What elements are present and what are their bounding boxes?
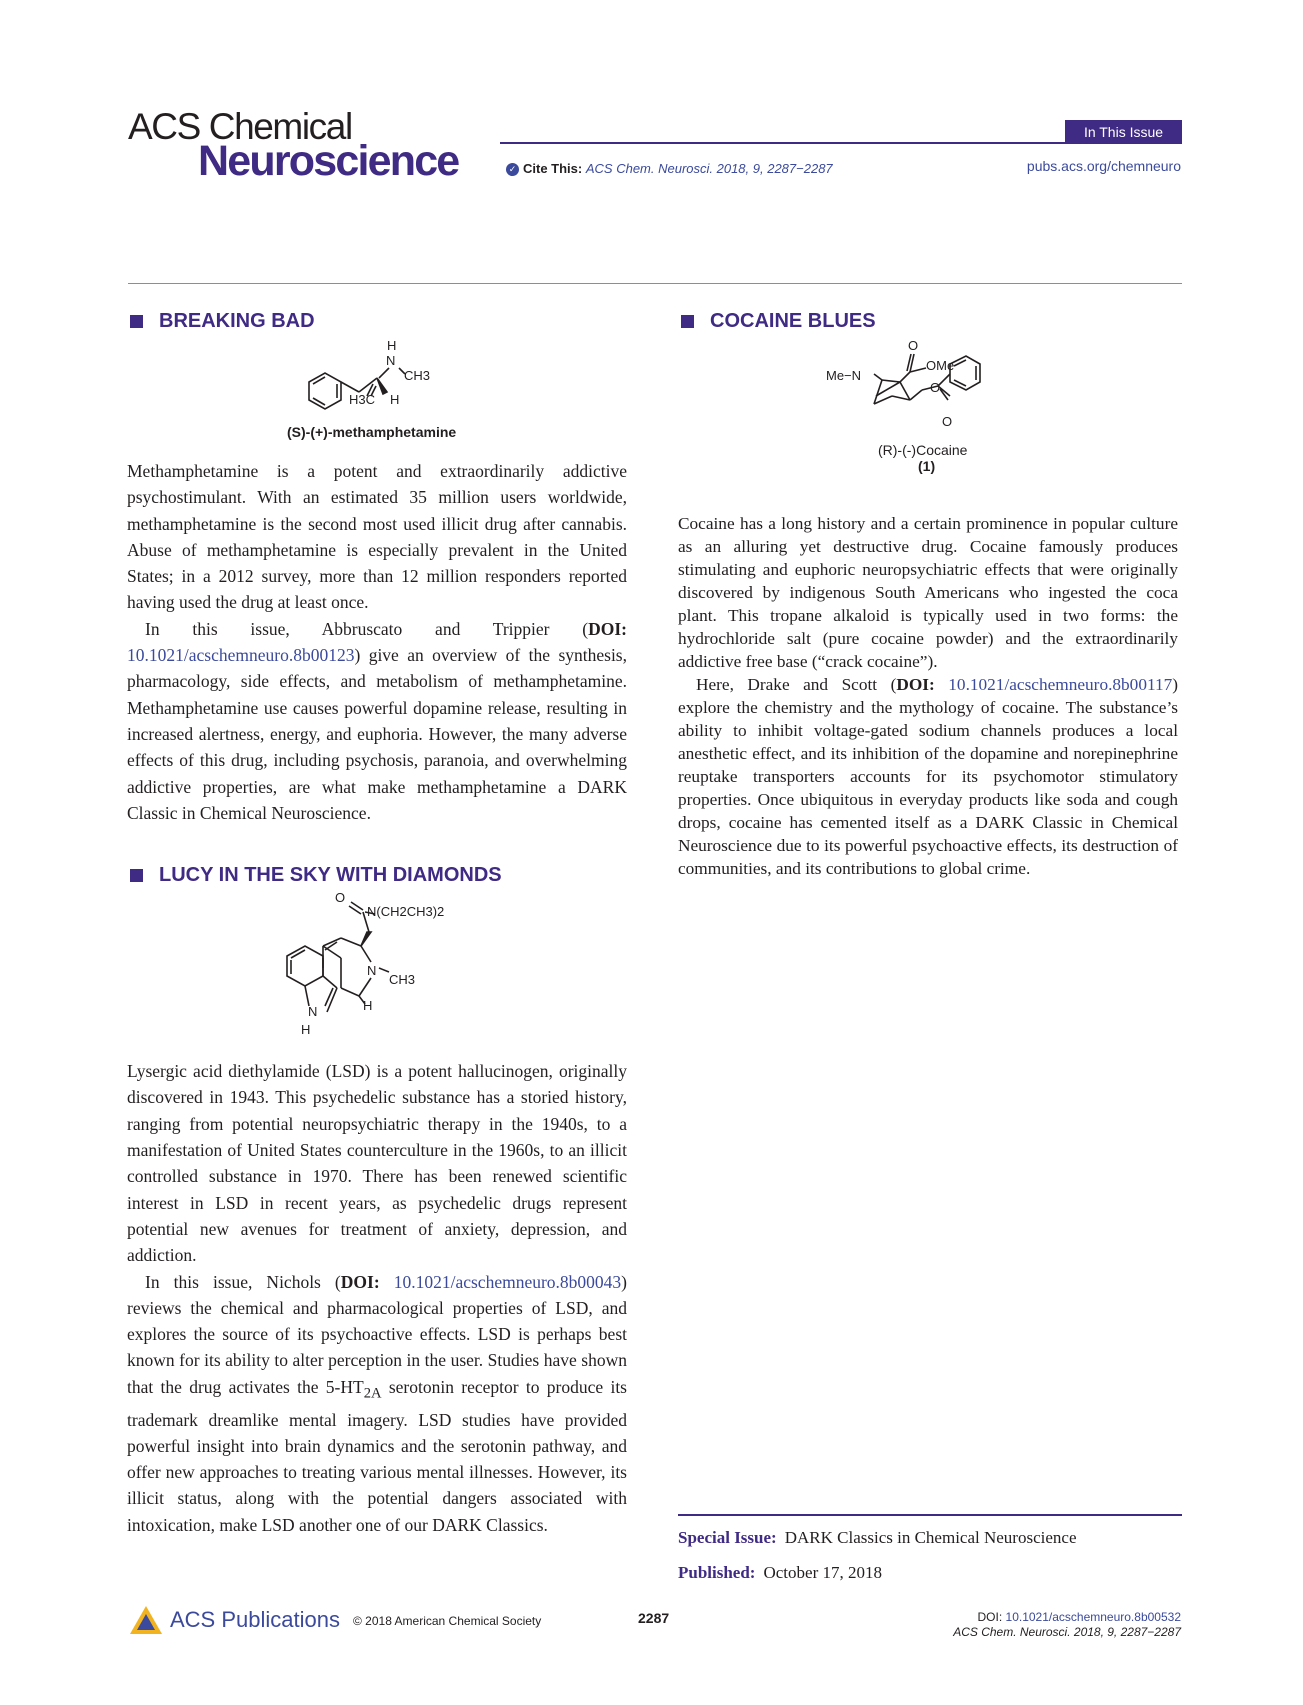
mol-atom-label: CH3 [404,368,431,383]
paragraph: In this issue, Abbruscato and Trippier (DOI: 10.1021/acschemneuro.8b00123) give an overview of the synthesis, pharmacology, side effects, and metabolism of methamphetamine. Methamphetamine use causes powerful dopamine release, resulting in increased alertness, energy, and euphoria. However, the many adverse effects of this drug, including psychosis, paranoia, and overwhelming addictive properties, are what make methamphetamine a DARK Classic in Chemical Neuroscience. [127,618,627,823]
mol-atom-label: H [387,338,397,353]
lsd-structure [127,888,627,1058]
mol-atom-label: N [386,353,396,368]
in-this-issue-badge: In This Issue [1065,120,1182,144]
mol-atom-label: N [367,963,377,979]
mol-atom-label: OMe [926,358,955,373]
paragraph: In this issue, Nichols (DOI: 10.1021/acschemneuro.8b00043) reviews the chemical and pharmacological properties of LSD, and explores the source of its psychoactive effects. LSD is perhaps best known for its ability to alter perception in the user. Studies have shown that the drug activates the $5-HT_{2A}$ serotonin receptor to produce its trademark dreamlike mental imagery. LSD studies have provided powerful insight into brain dynamics and the serotonin pathway, and offer new approaches to treating various mental illnesses. However, its illicit status, along with the potential dangers associated with intoxication, make LSD another one of our DARK Classics. [127,1271,627,1535]
figure-number-cocaine: (1) [918,458,936,474]
publisher-name[interactable]: ACS Publications [170,1607,340,1632]
published-date: Published: October 17, 2018 [678,1563,882,1582]
info-rule [678,1514,1182,1516]
methamphetamine-drawing [127,334,627,434]
section-square-icon [130,869,143,882]
mol-atom-label: N(CH2CH3)2 [367,904,445,920]
footer-doi: DOI: 10.1021/acschemneuro.8b00532 ACS Chem. Neurosci. 2018, 9, 2287−2287 [953,1610,1181,1639]
mol-atom-label: O [908,338,919,353]
cite-this[interactable] [506,161,833,176]
paragraph: Cocaine has a long history and a certain prominence in popular culture as an alluring yet destructive drug. Cocaine famously produces stimulating and euphoric neuropsychiatric effects that were originally discovered by indigenous South Americans who ingested the coca plant. This tropane alkaloid is typically used in two forms: the hydrochloride salt (pure cocaine powder) and the extraordinarily addictive free base (“crack cocaine”). [678,514,1178,671]
paragraph: Methamphetamine is a potent and extraordinarily addictive psychostimulant. With an estimated 35 million users worldwide, methamphetamine is the second most used illicit drug after cannabis. Abuse of methamphetamine is especially prevalent in the United States; in a 2012 survey, more than 12 million responders reported having used the drug at least once. [127,461,627,613]
copyright: © 2018 American Chemical Society [353,1614,542,1628]
top-rule [128,283,1182,284]
mol-atom-label: H [301,1022,311,1038]
section-heading-breaking-bad: BREAKING BAD [127,308,627,334]
journal-title-line2: Neuroscience [198,137,459,185]
cite-reference[interactable]: ACS Chem. Neurosci. 2018, 9, 2287−2287 [585,161,833,176]
check-icon: ✓ [506,163,519,176]
figure-caption-cocaine: (R)-(-)Cocaine [878,442,968,458]
mol-atom-label: O [942,414,953,429]
page-number: 2287 [638,1610,670,1626]
journal-title-line1: ACS Chemical [128,106,352,147]
mol-atom-label: Me−N [826,368,862,383]
section-heading-cocaine: COCAINE BLUES [678,308,1178,334]
journal-url-link[interactable]: pubs.acs.org/chemneuro [1026,158,1181,174]
doi-link[interactable]: 10.1021/acschemneuro.8b00123 [127,645,355,666]
section-square-icon [681,315,694,328]
special-issue: Special Issue: DARK Classics in Chemical Neuroscience [678,1528,1077,1547]
footer-citation: ACS Chem. Neurosci. 2018, 9, 2287−2287 [953,1625,1181,1639]
cite-label: Cite This: [523,161,583,176]
mol-atom-label: O [930,380,941,395]
mol-atom-label: H [390,392,400,407]
left-column [127,308,627,1538]
figure-caption-methamphetamine: (S)-(+)-methamphetamine [287,424,457,440]
mol-atom-label: O [335,890,346,906]
mol-atom-label: N [308,1004,318,1020]
footer-doi-link[interactable]: 10.1021/acschemneuro.8b00532 [1005,1610,1181,1624]
mol-atom-label: CH3 [389,972,416,988]
doi-link[interactable]: 10.1021/acschemneuro.8b00043 [393,1271,622,1292]
acs-logo-icon [128,1604,164,1640]
section-square-icon [130,315,143,328]
mol-atom-label: H [363,998,373,1014]
doi-link[interactable]: 10.1021/acschemneuro.8b00117 [948,675,1173,694]
right-column [678,308,1178,880]
methamphetamine-structure [127,334,627,458]
cocaine-structure [678,334,1178,512]
paragraph: Lysergic acid diethylamide (LSD) is a potent hallucinogen, originally discovered in 1943. This psychedelic substance has a storied history, ranging from potential neuropsychiatric therapy in the 1940s, to a manifestation of United States counterculture in the 1960s, to an illicit controlled substance in 1970. There has been renewed scientific interest in LSD in recent years, as psychedelic drugs represent potential new avenues for treatment of anxiety, depression, and addiction. [127,1061,627,1266]
paragraph: Here, Drake and Scott (DOI: 10.1021/acschemneuro.8b00117) explore the chemistry and the mythology of cocaine. The substance’s ability to inhibit voltage-gated sodium channels produces a local anesthetic effect, and its inhibition of the dopamine and norepinephrine reuptake transporters accounts for its psychomotor stimulatory properties. Once ubiquitous in everyday products like soda and cough drops, cocaine has cemented itself as a DARK Classic in Chemical Neuroscience due to its powerful psychoactive effects, its destruction of communities, and its contributions to global crime. [678,675,1179,878]
section-heading-lucy: LUCY IN THE SKY WITH DIAMONDS [127,862,627,888]
mol-atom-label: H3C [349,392,376,407]
